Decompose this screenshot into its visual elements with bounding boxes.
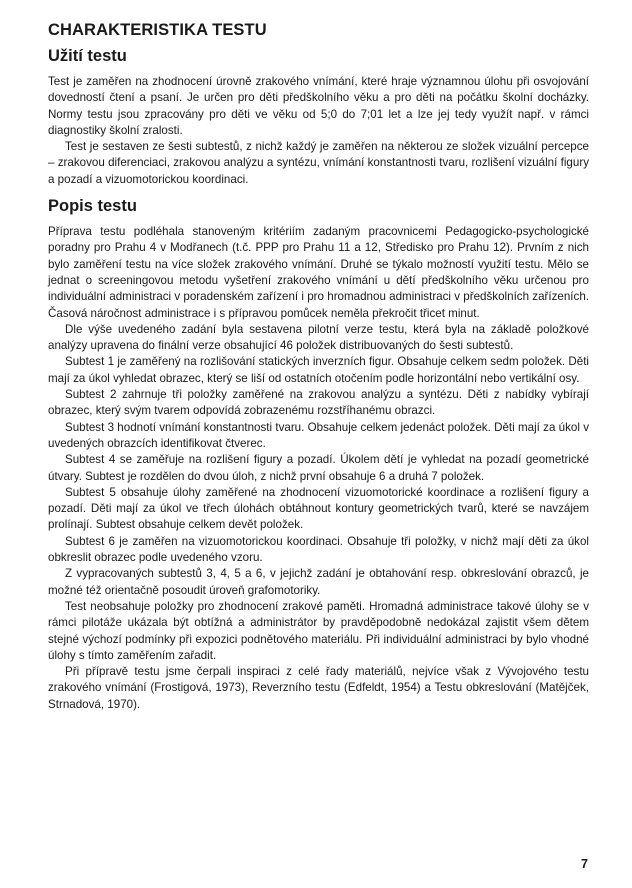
paragraph: Subtest 1 je zaměřený na rozlišování statických inverzních figur. Obsahuje celkem sedm položek. Děti mají za úkol vyhledat obrazec, který se liší od ostatních otočením podle horizontální nebo vertikální osy. (48, 355, 589, 385)
paragraph: Subtest 3 hodnotí vnímání konstantnosti tvaru. Obsahuje celkem jedenáct položek. Děti mají za úkol v uvedených obrazcích identifikovat čtverec. (48, 420, 589, 450)
main-title: CHARAKTERISTIKA TESTU (48, 21, 267, 39)
section-popis-testu (48, 196, 589, 713)
paragraph: Test je sestaven ze šesti subtestů, z nichž každý je zaměřen na některou ze složek vizuální percepce – zrakovou diferenciaci, zrakovou analýzu a syntézu, vnímání konstantnosti tvaru, rozlišení vizuální figury a pozadí a vizuomotorickou koordinaci. (48, 140, 589, 186)
page-number: 7 (581, 857, 588, 871)
paragraph: Dle výše uvedeného zadání byla sestavena pilotní verze testu, která byla na základě položkové analýzy upravena do finální verze obsahující 46 položek distribuovaných do šesti subtestů. (48, 322, 589, 353)
paragraph: Příprava testu podléhala stanoveným kritériím zadaným pracovnicemi Pedagogicko-psychologické poradny pro Prahu 4 v Modřanech (t.č. PPP pro Prahu 11 a 12, Středisko pro Prahu 12). Prvním z nich bylo zaměření testu na více složek zrakového vnímání. Druhé se týkalo možností využití testu. Mělo se jednat o screeningovou metodu vyšetření zrakového vnímání u dětí předškolního věku určenou pro individuální administraci v poradenském zařízení i pro hromadnou administraci v předškolních zařízeních. Časová náročnost administrace i s přípravou pomůcek neměla překročit třicet minut. (48, 225, 589, 320)
paragraph: Subtest 2 zahrnuje tři položky zaměřené na zrakovou analýzu a syntézu. Děti z nabídky vybírají obrazec, který svým tvarem odpovídá zobrazenému rozstříhanému obrazci. (48, 388, 589, 418)
section-heading: Popis testu (48, 197, 137, 216)
section-uziti-testu (48, 46, 589, 188)
paragraph: Při přípravě testu jsme čerpali inspiraci z celé řady materiálů, nejvíce však z Vývojového testu zrakového vnímání (Frostigová, 1973), Reverzního testu (Edfeldt, 1954) a Testu obkreslování (Matějček, Strnadová, 1970). (48, 665, 589, 711)
document-page (48, 20, 589, 713)
section-heading: Užití testu (48, 47, 127, 65)
paragraph: Test neobsahuje položky pro zhodnocení zrakové paměti. Hromadná administrace takové úlohy se v rámci pilotáže ukázala být obtížná a administrátor by pravděpodobně nedokázal zajistit všem dětem stejné výchozí podmínky při expozici podnětového materiálu. Při individuální administraci by bylo vhodné úlohy s tímto zaměřením zařadit. (48, 599, 589, 662)
paragraph: Subtest 4 se zaměřuje na rozlišení figury a pozadí. Úkolem dětí je vyhledat na pozadí geometrické útvary. Subtest je rozdělen do dvou úloh, z nichž první obsahuje 6 a druhá 7 položek. (48, 453, 589, 483)
paragraph: Subtest 5 obsahuje úlohy zaměřené na zhodnocení vizuomotorické koordinace a rozlišení figury a pozadí. Děti mají za úkol ve třech úlohách obtáhnout kontury geometrických tvarů, které se navzájem prolínají. Subtest obsahuje celkem devět položek. (48, 485, 589, 532)
paragraph: Test je zaměřen na zhodnocení úrovně zrakového vnímání, které hraje významnou úlohu při osvojování dovedností čtení a psaní. Je určen pro děti předškolního věku a pro děti na počátku školní docházky. Normy testu jsou zpracovány pro děti ve věku od 5;0 do 7;01 let a lze jej tedy využít např. v rámci diagnostiky školní zralosti. (48, 75, 589, 137)
paragraph: Z vypracovaných subtestů 3, 4, 5 a 6, v jejichž zadání je obtahování resp. obkreslování obrazců, je možné též orientačně posoudit úroveň grafomotoriky. (48, 567, 589, 597)
paragraph: Subtest 6 je zaměřen na vizuomotorickou koordinaci. Obsahuje tři položky, v nichž mají děti za úkol obkreslit obrazec podle uvedeného vzoru. (48, 534, 589, 565)
